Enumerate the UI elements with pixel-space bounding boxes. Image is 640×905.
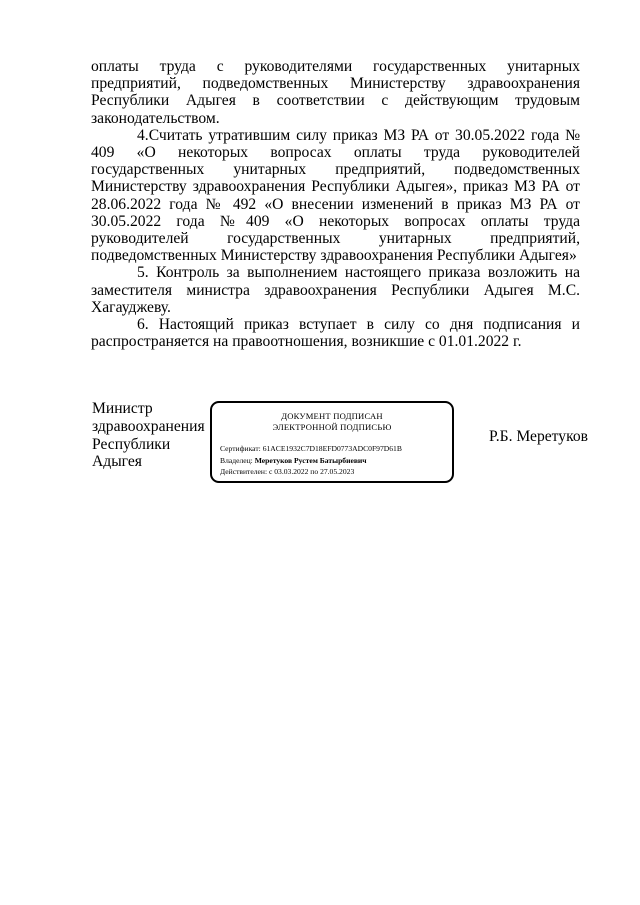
signer-position-line: Республики: [92, 435, 171, 453]
signer-position-line: Министр: [92, 400, 153, 417]
stamp-validity: Действителен: с 03.03.2022 по 27.05.2023: [220, 467, 355, 476]
stamp-certificate: [220, 444, 402, 453]
stamp-certificate-label: Сертификат:: [220, 444, 261, 453]
paragraph-item-4: 4.Считать утратившим силу приказ МЗ РА от 30.05.2022 года № 409 «О некоторых вопросах оплаты труда руководителей государственных унитарных предприятий, подведомственных Министерству здравоохранения Республики Адыгея», приказ МЗ РА от 28.06.2022 года № 492 «О внесении изменений в приказ МЗ РА от 30.05.2022 года №409 «О некоторых вопросах оплаты труда руководителей государственных унитарных предприятий, подведомственных Министерству здравоохранения Республики Адыгея»: [91, 126, 580, 265]
stamp-heading: [212, 411, 452, 432]
paragraph-item-5: 5. Контроль за выполнением настоящего приказа возложить на заместителя министра здравоохранения Республики Адыгея М.С. Хагауджеву.: [91, 264, 580, 316]
stamp-certificate-value: 61ACE1932C7D18EFD0773ADC0F97D61B: [262, 444, 402, 453]
signer-position-line: Адыгея: [92, 453, 142, 471]
paragraph-continuation: оплаты труда с руководителями государственных унитарных предприятий, подведомственных Министерству здравоохранения Республики Адыгея в соответствии с действующим трудовым законодательством.: [91, 58, 580, 127]
signer-position: [92, 400, 222, 471]
paragraph-item-6: 6. Настоящий приказ вступает в силу со дня подписания и распространяется на правоотношения, возникшие с 01.01.2022 г.: [91, 316, 580, 351]
signer-position-line: здравоохранения: [92, 417, 205, 435]
stamp-owner-label: Владелец:: [220, 456, 253, 465]
stamp-owner-value: Меретуков Рустем Батырбиевич: [254, 456, 367, 465]
stamp-owner: [220, 456, 367, 465]
electronic-signature-stamp: [210, 401, 454, 483]
stamp-heading-line: ДОКУМЕНТ ПОДПИСАН: [281, 411, 383, 421]
stamp-heading-line: ЭЛЕКТРОННОЙ ПОДПИСЬЮ: [272, 421, 392, 432]
signer-name: Р.Б. Меретуков: [489, 428, 589, 445]
